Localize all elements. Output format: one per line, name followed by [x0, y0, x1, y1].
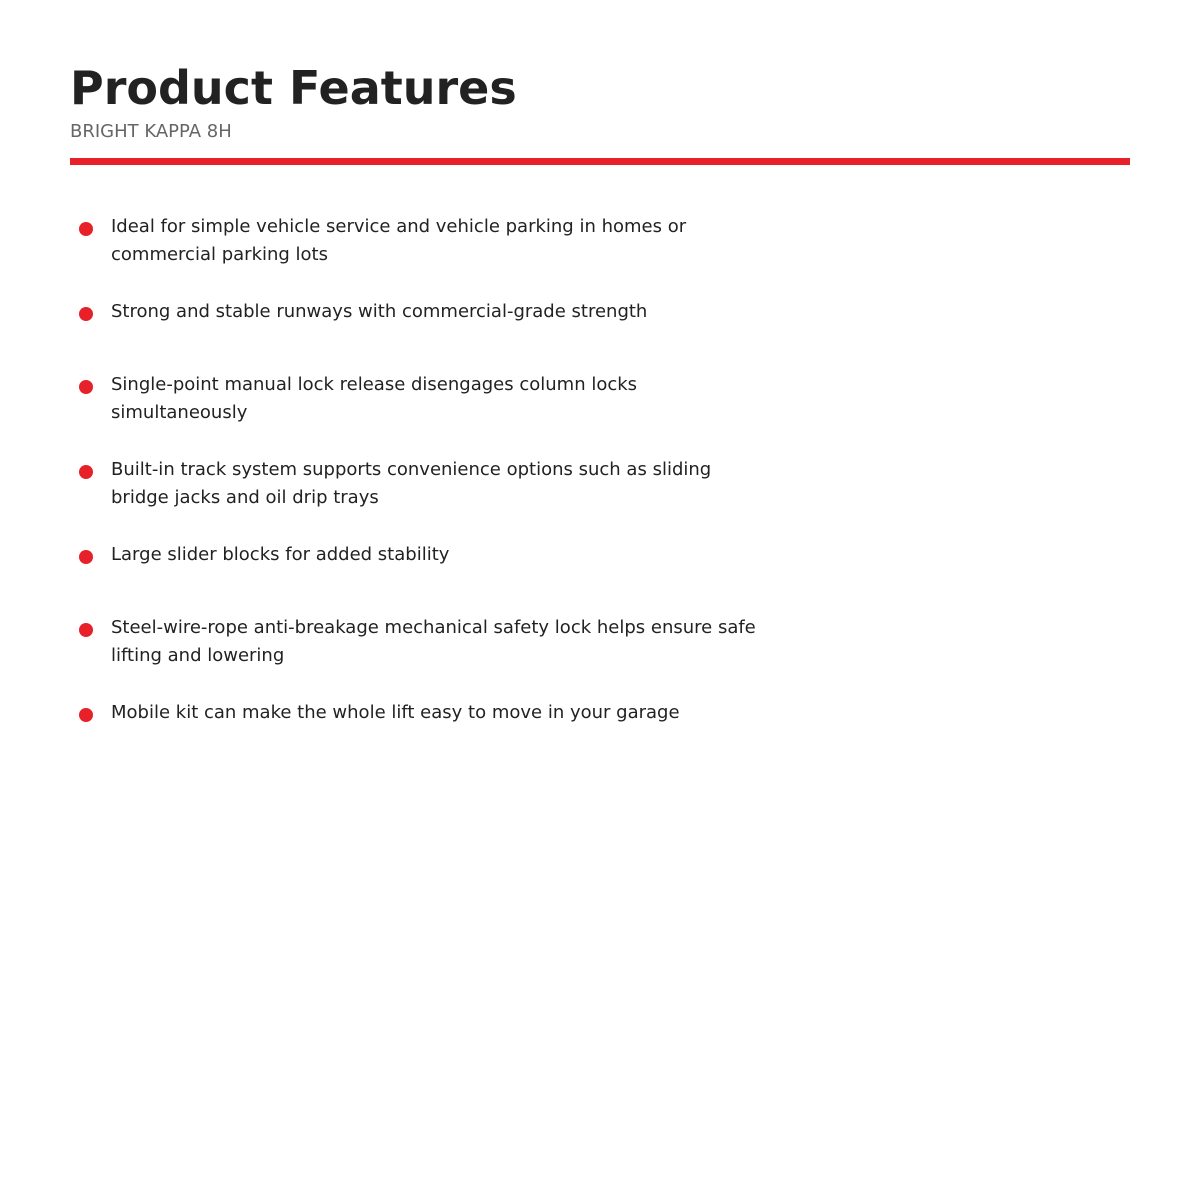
bullet-dot-icon [79, 708, 93, 722]
bullet-dot-icon [79, 222, 93, 236]
bullet-dot-icon [79, 307, 93, 321]
feature-text: Steel-wire-rope anti-breakage mechanical safety lock helps ensure safe lifting and lowering [111, 617, 756, 666]
page-title: Product Features [70, 61, 517, 115]
feature-text: Large slider blocks for added stability [111, 544, 450, 565]
header-divider [70, 158, 1130, 165]
bullet-dot-icon [79, 380, 93, 394]
feature-text: Strong and stable runways with commercial-grade strength [111, 301, 648, 322]
bullet-dot-icon [79, 623, 93, 637]
product-model-subtitle: BRIGHT KAPPA 8H [70, 121, 232, 142]
feature-text: Mobile kit can make the whole lift easy to move in your garage [111, 702, 680, 723]
feature-text: Ideal for simple vehicle service and vehicle parking in homes or commercial parking lots [111, 216, 687, 265]
bullet-dot-icon [79, 465, 93, 479]
bullet-dot-icon [79, 550, 93, 564]
feature-text: Built-in track system supports convenience options such as sliding bridge jacks and oil drip trays [111, 459, 712, 508]
feature-text: Single-point manual lock release disengages column locks simultaneously [111, 374, 638, 423]
